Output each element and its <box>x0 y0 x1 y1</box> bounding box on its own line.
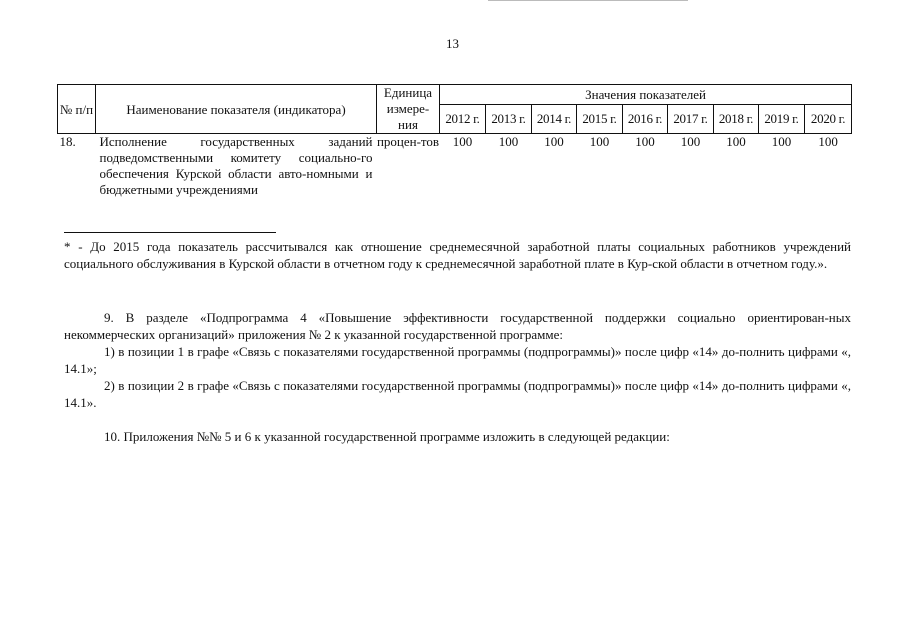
row-value: 100 <box>486 134 532 199</box>
header-year: 2020 г. <box>805 104 852 133</box>
footnote-separator <box>64 232 276 233</box>
row-value: 100 <box>668 134 714 199</box>
header-year: 2019 г. <box>759 104 805 133</box>
header-unit: Единица измере-ния <box>377 85 440 134</box>
row-value: 100 <box>714 134 759 199</box>
row-value: 100 <box>440 134 486 199</box>
header-year: 2014 г. <box>532 104 577 133</box>
header-values: Значения показателей <box>440 85 852 105</box>
paragraph-9-item-1: 1) в позиции 1 в графе «Связь с показателями государственной программы (подпрограммы)» после цифр «14» до-полнить цифрами «, 14.1»; <box>64 344 851 376</box>
paragraph-9: 9. В разделе «Подпрограмма 4 «Повышение эффективности государственной поддержки социально ориентирован-ных некоммерческих организаций» приложения № 2 к указанной государственной программе: <box>64 310 851 342</box>
row-value: 100 <box>577 134 623 199</box>
header-year: 2015 г. <box>577 104 623 133</box>
header-year: 2012 г. <box>440 104 486 133</box>
row-indicator-name: Исполнение государственных заданий подведомственными комитету социально-го обеспечения Курской области авто-номными и бюджетными учреждениями <box>96 134 377 199</box>
header-year: 2013 г. <box>486 104 532 133</box>
top-edge-rule <box>488 0 688 1</box>
footnote: * - До 2015 года показатель рассчитывался как отношение среднемесячной заработной платы социальных работников учреждений социального обслуживания в Курской области в отчетном году к среднемесячной заработной плате в Кур-ской области в отчетном году.». <box>64 239 851 271</box>
paragraph-10: 10. Приложения №№ 5 и 6 к указанной государственной программе изложить в следующей редакции: <box>104 429 670 444</box>
header-year: 2016 г. <box>623 104 668 133</box>
row-value: 100 <box>759 134 805 199</box>
indicators-table <box>57 84 852 198</box>
header-year: 2018 г. <box>714 104 759 133</box>
header-number: № п/п <box>58 85 96 134</box>
row-unit: процен-тов <box>377 134 440 199</box>
header-indicator-name: Наименование показателя (индикатора) <box>96 85 377 134</box>
page-number: 13 <box>446 36 459 51</box>
row-value: 100 <box>532 134 577 199</box>
table-header-row <box>58 85 852 105</box>
row-value: 100 <box>623 134 668 199</box>
header-year: 2017 г. <box>668 104 714 133</box>
row-value: 100 <box>805 134 852 199</box>
paragraph-9-item-2: 2) в позиции 2 в графе «Связь с показателями государственной программы (подпрограммы)» после цифр «14» до-полнить цифрами «, 14.1». <box>64 378 851 410</box>
row-number: 18. <box>58 134 96 199</box>
table-row <box>58 134 852 199</box>
